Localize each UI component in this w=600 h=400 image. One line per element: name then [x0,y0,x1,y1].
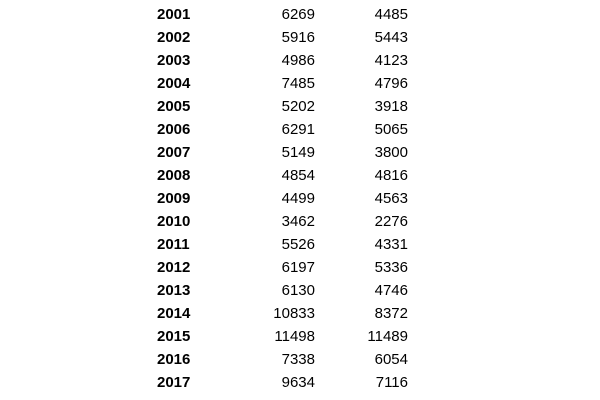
year-cell: 2008 [157,167,191,184]
table-row [150,3,408,26]
value-b-cell: 3918 [374,98,408,115]
year-cell: 2017 [157,374,191,391]
year-cell: 2003 [157,52,191,69]
year-cell: 2002 [157,29,191,46]
value-a-cell: 6269 [281,6,315,23]
value-b-cell: 5065 [374,121,408,138]
value-a-cell: 5149 [281,144,315,161]
table-row [150,118,408,141]
year-cell: 2012 [157,259,191,276]
value-b-cell: 4796 [374,75,408,92]
year-cell: 2010 [157,213,191,230]
value-a-cell: 6130 [281,282,315,299]
value-a-cell: 9634 [281,374,315,391]
table-row [150,49,408,72]
year-cell: 2013 [157,282,191,299]
value-a-cell: 7338 [281,351,315,368]
table-row [150,210,408,233]
table-row [150,256,408,279]
value-a-cell: 7485 [281,75,315,92]
value-b-cell: 8372 [374,305,408,322]
table-row [150,164,408,187]
table-row [150,26,408,49]
year-cell: 2004 [157,75,191,92]
table-row [150,371,408,394]
value-a-cell: 6291 [281,121,315,138]
value-b-cell: 4331 [374,236,408,253]
table-row [150,348,408,371]
value-a-cell: 6197 [281,259,315,276]
value-a-cell: 3462 [281,213,315,230]
value-b-cell: 3800 [374,144,408,161]
table-row [150,302,408,325]
value-b-cell: 11489 [367,328,408,345]
table-body [150,3,408,394]
year-cell: 2011 [157,236,190,253]
table-row [150,72,408,95]
value-b-cell: 5336 [374,259,408,276]
value-a-cell: 4986 [281,52,315,69]
value-b-cell: 7116 [375,374,408,391]
value-a-cell: 4499 [281,190,315,207]
value-b-cell: 4816 [374,167,408,184]
value-b-cell: 4485 [374,6,408,23]
value-b-cell: 5443 [374,29,408,46]
table-row [150,325,408,348]
year-cell: 2014 [157,305,191,322]
year-cell: 2007 [157,144,191,161]
table-row [150,95,408,118]
table-row [150,279,408,302]
data-table [150,3,408,394]
value-b-cell: 6054 [374,351,408,368]
value-a-cell: 5202 [281,98,315,115]
value-b-cell: 4123 [374,52,408,69]
year-cell: 2001 [157,6,191,23]
year-cell: 2006 [157,121,191,138]
value-a-cell: 5526 [281,236,315,253]
value-b-cell: 4563 [374,190,408,207]
year-cell: 2005 [157,98,191,115]
value-a-cell: 11498 [274,328,315,345]
value-a-cell: 5916 [281,29,315,46]
value-b-cell: 4746 [374,282,408,299]
table-row [150,187,408,210]
value-a-cell: 10833 [273,305,315,322]
table-row [150,233,408,256]
value-a-cell: 4854 [281,167,315,184]
year-cell: 2016 [157,351,191,368]
value-b-cell: 2276 [374,213,408,230]
table-row [150,141,408,164]
year-cell: 2009 [157,190,191,207]
year-cell: 2015 [157,328,191,345]
